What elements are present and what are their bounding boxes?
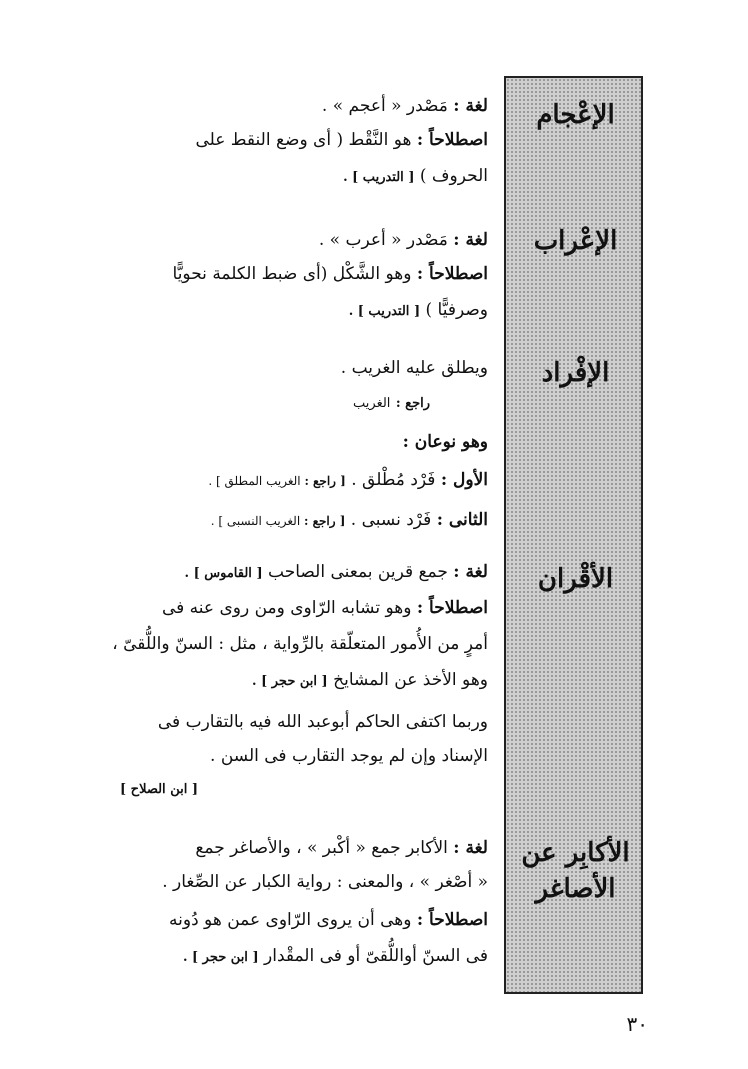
irab-lugha-line	[319, 228, 488, 252]
term-asaghir: الأصاغر	[535, 874, 616, 904]
ref-label: [ راجع :	[304, 474, 346, 488]
ifrad-also-called: ويطلق عليه الغريب .	[340, 358, 488, 378]
istilah-text: فى السنّ أواللُّقىّ أو فى المقْدار	[264, 946, 488, 966]
ifrad-types-intro	[403, 430, 488, 454]
aqran-note-line-1: وربما اكتفى الحاكم أبوعبد الله فيه بالتقارب فى	[157, 712, 488, 732]
margin-terms-box	[504, 76, 643, 994]
akabir-istilah-line-2	[183, 944, 488, 970]
aqran-istilah-line-3	[252, 668, 488, 694]
irab-istilah-line-2	[349, 298, 488, 324]
ref-text: الغريب النسبى ] .	[210, 514, 301, 528]
see-text: الغريب	[353, 396, 391, 411]
aqran-lugha-line	[185, 560, 488, 586]
page-number: ٣٠	[626, 1012, 648, 1036]
istilah-text: وهى أن يروى الرّاوى عمن هو دُونه	[169, 910, 412, 930]
lugha-label: لغة :	[453, 230, 488, 250]
types-intro: وهو نوعان :	[402, 432, 488, 452]
term-irab: الإعْراب	[533, 226, 618, 256]
see-label: راجع :	[395, 396, 430, 411]
source-reference: [ القاموس ] .	[184, 566, 263, 581]
source-reference: [ ابن حجر ] .	[182, 950, 259, 965]
akabir-lugha-line-2: « أصْغر » ، والمعنى : رواية الكبار عن الصِّغار .	[162, 872, 488, 892]
ref-label: [ راجع :	[303, 514, 346, 528]
first-label: الأول :	[440, 470, 488, 490]
istilah-text: وهو الشَّكْل (أى ضبط الكلمة نحويًّا	[172, 264, 412, 284]
ref-text: الغريب المطلق ] .	[208, 474, 301, 488]
istilah-text: وهو الأخذ عن المشايخ	[333, 670, 488, 690]
istilah-text: وهو تشابه الرّاوى ومن روى عنه فى	[161, 598, 412, 618]
ijam-lugha-line	[322, 94, 488, 118]
lugha-label: لغة :	[453, 562, 488, 582]
second-text: فَرْد نسبى .	[350, 510, 432, 530]
akabir-istilah-line-1	[169, 908, 488, 932]
source-reference: [ ابن حجر ] .	[252, 674, 328, 689]
ijam-istilah-line-1	[195, 128, 488, 152]
istilah-label: اصطلاحاً :	[416, 910, 488, 930]
istilah-text: وصرفيًّا )	[425, 300, 488, 320]
main-text-column	[90, 0, 488, 1000]
lugha-text: مَصْدر « أعجم » .	[321, 96, 448, 116]
term-aqran: الأقْران	[537, 564, 614, 594]
aqran-istilah-line-2: أمرٍ من الأُمور المتعلّقة بالرِّواية ، مثل : السنّ واللُّقىّ ،	[112, 634, 488, 654]
first-text: فَرْد مُطْلق .	[351, 470, 436, 490]
ifrad-first-type	[208, 468, 488, 493]
lugha-label: لغة :	[453, 838, 488, 858]
istilah-text: هو النَّقْط ( أى وضع النقط على	[195, 130, 412, 150]
term-ijam: الإعْجام	[536, 100, 615, 130]
source-reference: [ التدريب ] .	[348, 304, 421, 319]
term-akabir: الأكابِر عن	[521, 838, 630, 868]
ijam-istilah-line-2	[343, 164, 488, 190]
aqran-note-reference: [ ابن الصلاح ]	[120, 782, 198, 797]
istilah-label: اصطلاحاً :	[416, 598, 488, 618]
istilah-label: اصطلاحاً :	[416, 264, 488, 284]
lugha-text: جمع قرين بمعنى الصاحب	[268, 562, 448, 582]
akabir-lugha-line-1	[195, 836, 488, 860]
lugha-text: مَصْدر « أعرب » .	[318, 230, 448, 250]
irab-istilah-line-1	[173, 262, 488, 286]
istilah-text: الحروف )	[419, 166, 488, 186]
ifrad-second-type	[211, 508, 488, 533]
second-label: الثانى :	[436, 510, 488, 530]
lugha-text: الأكابر جمع « أكْبر » ، والأصاغر جمع	[195, 838, 448, 858]
aqran-istilah-line-1	[162, 596, 488, 620]
ifrad-see-line	[353, 390, 430, 416]
aqran-note-line-2: الإسناد وإن لم يوجد التقارب فى السن .	[210, 746, 488, 766]
lugha-label: لغة :	[453, 96, 488, 116]
istilah-label: اصطلاحاً :	[416, 130, 488, 150]
source-reference: [ التدريب ] .	[343, 170, 415, 185]
term-ifrad: الإفْراد	[541, 358, 610, 388]
